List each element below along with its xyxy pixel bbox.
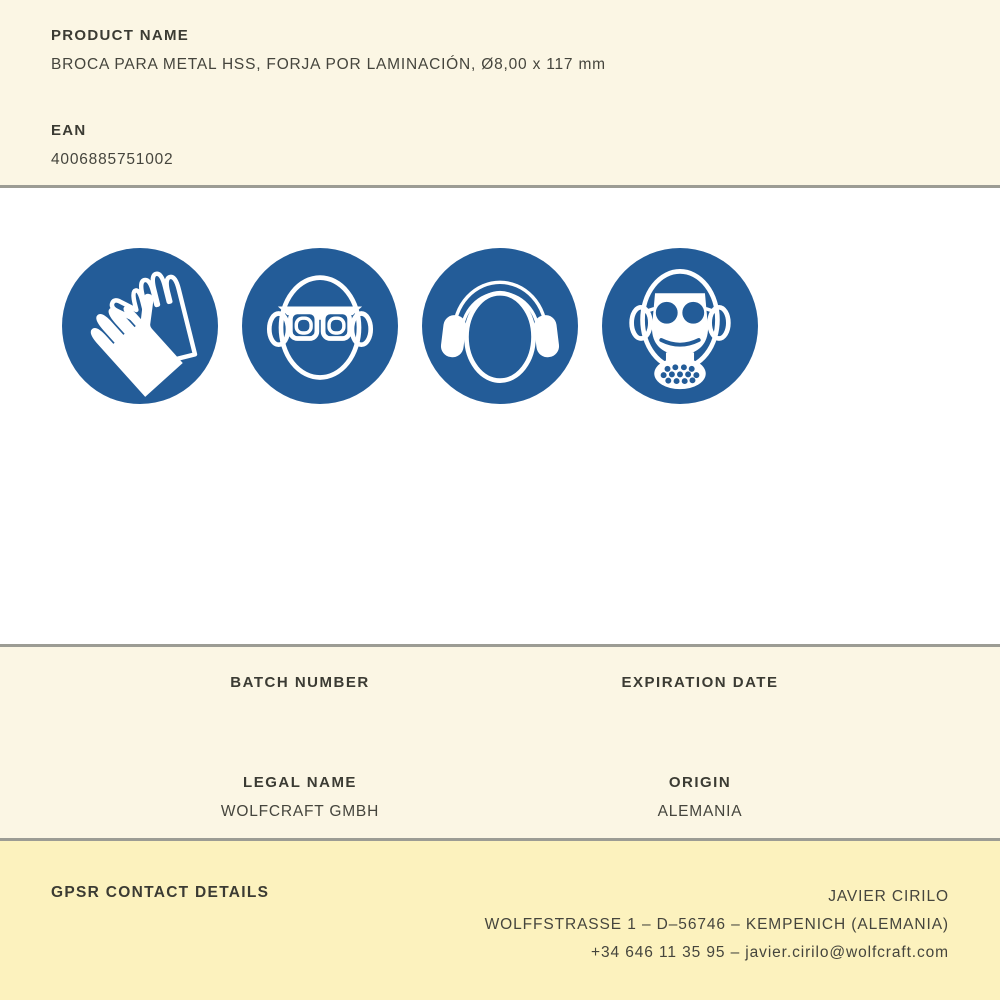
expiration-date-value (500, 703, 900, 723)
product-name-field (51, 27, 949, 76)
wear-eye-protection-icon (242, 248, 398, 404)
contact-address: WOLFFSTRASSE 1 – D–56746 – KEMPENICH (ALEMANIA) (484, 916, 949, 933)
wear-protective-gloves-icon (62, 248, 218, 404)
right-ear (352, 314, 371, 345)
batch-number-field (100, 674, 500, 738)
product-info-section (0, 0, 1000, 185)
contact-phone-email: +34 646 11 35 95 – javier.cirilo@wolfcraft.com (591, 944, 949, 961)
batch-number-value (100, 703, 500, 723)
product-name-value: BROCA PARA METAL HSS, FORJA POR LAMINACIÓN, Ø8,00 x 117 mm (51, 56, 606, 73)
contact-person: JAVIER CIRILO (828, 888, 949, 905)
pictogram-circle (242, 248, 398, 404)
left-eye-window (656, 302, 678, 324)
wear-ear-protection-icon (422, 248, 578, 404)
origin-field (500, 774, 900, 838)
ean-value: 4006885751002 (51, 151, 174, 168)
product-name-label: PRODUCT NAME (51, 27, 190, 44)
details-section (0, 647, 1000, 838)
expiration-date-field (500, 674, 900, 738)
legal-name-value: WOLFCRAFT GMBH (220, 803, 380, 820)
origin-value: ALEMANIA (657, 803, 743, 820)
left-ear (269, 314, 288, 345)
ean-label: EAN (51, 122, 87, 139)
gpsr-contact-heading: GPSR CONTACT DETAILS (51, 884, 270, 901)
gpsr-contact-section (0, 841, 1000, 1000)
wear-respiratory-protection-icon (602, 248, 758, 404)
origin-label: ORIGIN (668, 774, 732, 791)
expiration-date-label: EXPIRATION DATE (621, 674, 779, 691)
right-eye-window (682, 302, 704, 324)
legal-name-label: LEGAL NAME (243, 774, 357, 791)
gpsr-contact-info (485, 883, 949, 967)
glasses-bridge (315, 313, 326, 320)
ean-field (51, 122, 949, 171)
batch-number-label: BATCH NUMBER (230, 674, 370, 691)
legal-name-field (100, 774, 500, 838)
safety-icons-section (0, 188, 1000, 644)
